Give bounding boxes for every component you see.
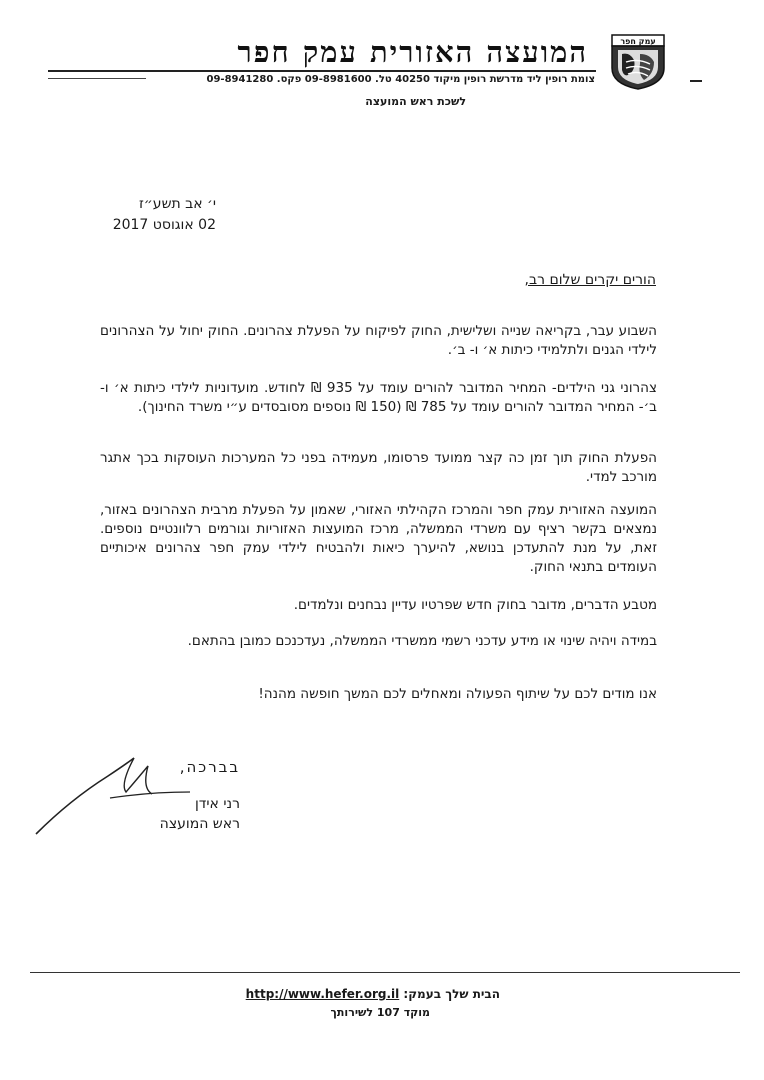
website-link[interactable]: http://www.hefer.org.il	[245, 987, 400, 1001]
letter-paragraph	[100, 596, 657, 615]
council-name: המועצה האזורית עמק חפר	[237, 35, 588, 69]
signer-name: רני אידן	[194, 796, 240, 812]
office-name: לשכת ראש המועצה	[365, 95, 466, 108]
signer-title: ראש המועצה	[159, 816, 240, 832]
date-block	[60, 194, 216, 236]
footer-slogan: הבית שלך בעמק:	[403, 987, 500, 1001]
footer-divider	[30, 972, 740, 973]
council-logo	[604, 34, 670, 90]
letter-closing: בברכה,	[179, 758, 240, 776]
paragraph-text: השבוע עבר, בקריאה שנייה ושלישית, החוק לפיקוח על הפעלת צהרונים. החוק יחול על הצהרונים לילדי הגנים ולתלמידי כיתות א׳ ו- ב׳.	[100, 323, 657, 358]
footer-hotline: מוקד 107 לשירותך	[330, 1006, 430, 1019]
letter-paragraph	[100, 379, 657, 417]
date-hebrew: י׳ אב תשע״ז	[138, 196, 216, 212]
letter-paragraph	[100, 685, 657, 704]
paragraph-text: אנו מודים לכם על שיתוף הפעולה ומאחלים לכם המשך חופשה מהנה!	[258, 686, 657, 702]
letter-greeting: הורים יקרים שלום רב,	[524, 272, 656, 288]
margin-mark	[690, 80, 702, 82]
letter-paragraph	[100, 322, 657, 360]
paragraph-text: צהרוני גני הילדים- המחיר המדובר להורים עומד על 935 ₪ לחודש. מועדוניות לילדי כיתות א׳ ו- ב׳- המחיר המדובר להורים עומד על 785 ₪ (150 ₪ נוספים מסובסדים ע״י משרד החינוך).	[100, 380, 657, 415]
logo-text: עמק חפר	[620, 37, 656, 46]
letter-paragraph	[100, 501, 657, 577]
letter-paragraph	[100, 632, 657, 651]
date-gregorian: 02 אוגוסט 2017	[112, 217, 216, 233]
paragraph-text: מטבע הדברים, מדובר בחוק חדש שפרטיו עדיין נבחנים ונלמדים.	[293, 597, 657, 613]
council-address: צומת רופין ליד מדרשת רופין מיקוד 40250 טל. 09-8981600 פקס. 09-8941280	[206, 74, 595, 85]
header-divider-short	[48, 78, 146, 79]
paragraph-text: המועצה האזורית עמק חפר והמרכז הקהילתי האזורי, שאמון על הפעלת מרבית הצהרונים באזור, נמצאים בקשר רציף עם משרדי הממשלה, מרכז המועצות האזוריות וגורמים רלוונטיים נוספים. זאת, על מנת להתעדכן בנושא, להיערך כיאות ולהבטיח לילדי עמק חפר צהרונים איכותיים העומדים בתנאי החוק.	[100, 502, 657, 575]
letter-paragraph	[100, 449, 657, 487]
footer-website	[200, 986, 500, 1002]
paragraph-text: במידה ויהיה שינוי או מידע עדכני רשמי ממשרדי הממשלה, נעדכנכם כמובן בהתאם.	[187, 633, 657, 649]
paragraph-text: הפעלת החוק תוך זמן כה קצר ממועד פרסומו, מעמידה בפני כל המערכות העוסקות בכך אתגר מורכב למדי.	[100, 450, 657, 485]
